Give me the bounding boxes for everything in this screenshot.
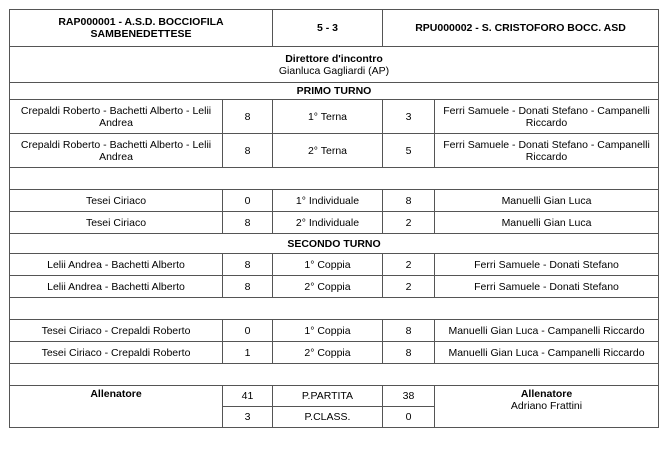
away-score: 8 (383, 190, 435, 212)
home-players: Tesei Ciriaco (10, 212, 223, 234)
game-type: 1° Individuale (273, 190, 383, 212)
away-score: 8 (383, 342, 435, 364)
home-score: 0 (223, 190, 273, 212)
home-players: Crepaldi Roberto - Bachetti Alberto - Lelii Andrea (10, 100, 223, 134)
away-players: Ferri Samuele - Donati Stefano (435, 254, 659, 276)
turno1-title-row (10, 83, 659, 100)
away-score: 2 (383, 254, 435, 276)
partita-label: P.PARTITA (273, 386, 383, 407)
class-home: 3 (223, 407, 273, 428)
header-row (10, 10, 659, 47)
home-coach-label: Allenatore (90, 388, 142, 400)
home-score: 8 (223, 134, 273, 168)
director-label: Direttore d'incontro (285, 52, 383, 65)
game-type: 2° Terna (273, 134, 383, 168)
home-players: Tesei Ciriaco - Crepaldi Roberto (10, 342, 223, 364)
home-players: Tesei Ciriaco - Crepaldi Roberto (10, 320, 223, 342)
spacer-row (10, 168, 659, 190)
turno1-title: PRIMO TURNO (10, 83, 659, 100)
away-players: Manuelli Gian Luca - Campanelli Riccardo (435, 342, 659, 364)
table-row (10, 134, 659, 168)
match-result: 5 - 3 (273, 10, 383, 47)
turno2-title-row (10, 234, 659, 254)
spacer-cell (10, 168, 659, 190)
away-score: 2 (383, 212, 435, 234)
spacer-row (10, 364, 659, 386)
home-score: 0 (223, 320, 273, 342)
away-score: 2 (383, 276, 435, 298)
director-cell (10, 47, 659, 83)
game-type: 1° Coppia (273, 320, 383, 342)
game-type: 2° Individuale (273, 212, 383, 234)
footer-row-partita (10, 386, 659, 407)
table-row (10, 190, 659, 212)
away-coach-name: Adriano Frattini (510, 400, 583, 412)
away-players: Ferri Samuele - Donati Stefano (435, 276, 659, 298)
away-players: Ferri Samuele - Donati Stefano - Campanelli Riccardo (435, 100, 659, 134)
away-score: 5 (383, 134, 435, 168)
game-type: 1° Coppia (273, 254, 383, 276)
partita-home: 41 (223, 386, 273, 407)
game-type: 1° Terna (273, 100, 383, 134)
spacer-cell (10, 298, 659, 320)
game-type: 2° Coppia (273, 342, 383, 364)
home-coach-cell (10, 386, 223, 428)
home-team: RAP000001 - A.S.D. BOCCIOFILA SAMBENEDETTESE (10, 10, 273, 47)
away-team: RPU000002 - S. CRISTOFORO BOCC. ASD (383, 10, 659, 47)
class-away: 0 (383, 407, 435, 428)
director-name: Gianluca Gagliardi (AP) (278, 64, 390, 77)
away-players: Manuelli Gian Luca - Campanelli Riccardo (435, 320, 659, 342)
away-score: 8 (383, 320, 435, 342)
home-players: Lelii Andrea - Bachetti Alberto (10, 276, 223, 298)
away-coach-cell (435, 386, 659, 428)
spacer-row (10, 298, 659, 320)
table-row (10, 100, 659, 134)
away-players: Ferri Samuele - Donati Stefano - Campanelli Riccardo (435, 134, 659, 168)
game-type: 2° Coppia (273, 276, 383, 298)
home-players: Lelii Andrea - Bachetti Alberto (10, 254, 223, 276)
home-players: Tesei Ciriaco (10, 190, 223, 212)
away-players: Manuelli Gian Luca (435, 212, 659, 234)
table-row (10, 276, 659, 298)
home-players: Crepaldi Roberto - Bachetti Alberto - Lelii Andrea (10, 134, 223, 168)
match-sheet (9, 9, 659, 428)
director-row (10, 47, 659, 83)
away-players: Manuelli Gian Luca (435, 190, 659, 212)
home-score: 8 (223, 254, 273, 276)
table-row (10, 320, 659, 342)
turno2-title: SECONDO TURNO (10, 234, 659, 254)
home-score: 8 (223, 212, 273, 234)
away-score: 3 (383, 100, 435, 134)
spacer-cell (10, 364, 659, 386)
class-label: P.CLASS. (273, 407, 383, 428)
home-score: 8 (223, 276, 273, 298)
table-row (10, 212, 659, 234)
home-score: 8 (223, 100, 273, 134)
table-row (10, 254, 659, 276)
table-row (10, 342, 659, 364)
home-score: 1 (223, 342, 273, 364)
partita-away: 38 (383, 386, 435, 407)
away-coach-label: Allenatore (520, 388, 573, 400)
